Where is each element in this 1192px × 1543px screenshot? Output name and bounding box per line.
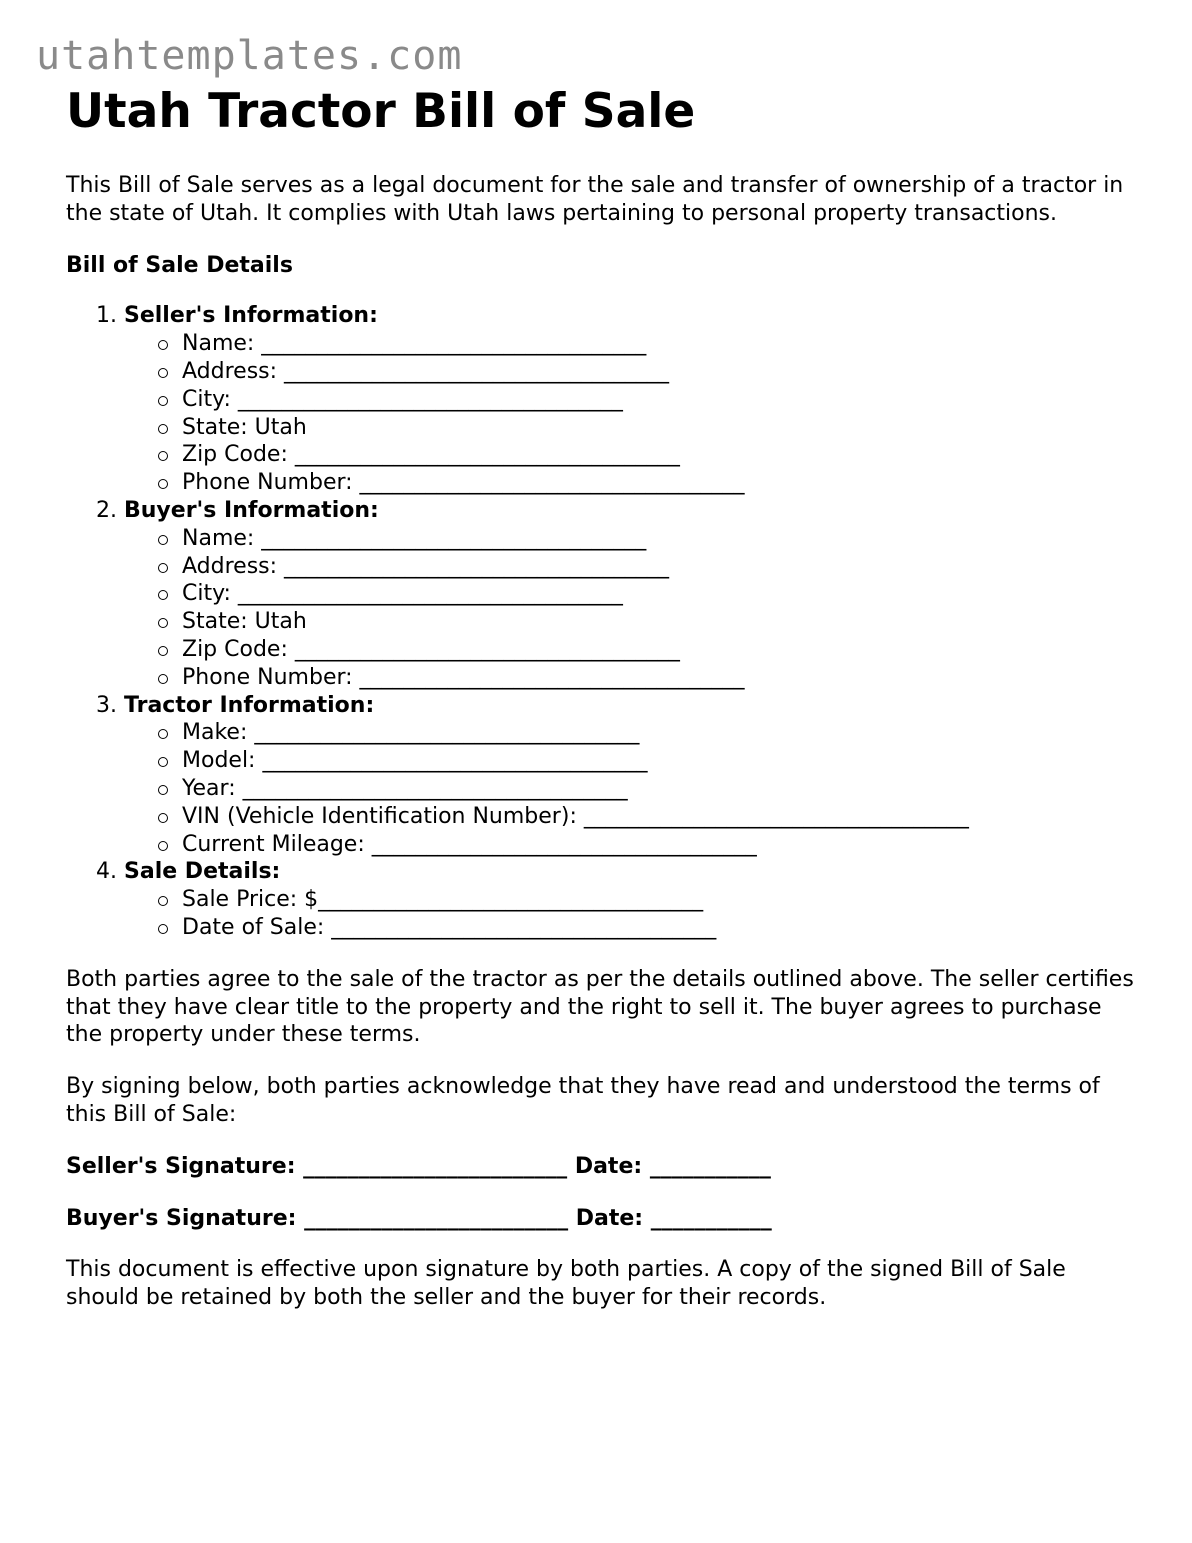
field-sale-price: Sale Price: $___________________________________	[182, 886, 1141, 914]
section-sale	[124, 858, 1141, 941]
section-title: Buyer's Information:	[124, 497, 379, 523]
field-buyer-phone: Phone Number: ___________________________________	[182, 664, 1141, 692]
field-tractor-year: Year: ___________________________________	[182, 775, 1141, 803]
field-seller-phone: Phone Number: ___________________________________	[182, 469, 1141, 497]
intro-paragraph: This Bill of Sale serves as a legal document for the sale and transfer of ownership of a tractor in the state of Utah. It complies with Utah laws pertaining to personal property transactions.	[66, 173, 1124, 226]
field-buyer-address: Address: ___________________________________	[182, 553, 1141, 581]
field-seller-name: Name: ___________________________________	[182, 330, 1141, 358]
field-seller-state: State: Utah	[182, 414, 1141, 442]
details-heading: Bill of Sale Details	[66, 252, 293, 278]
sections-list	[66, 302, 1141, 941]
seller-signature-line: Seller's Signature: ________________________ Date: ___________	[66, 1153, 771, 1179]
watermark: utahtemplates.com	[36, 33, 463, 79]
field-tractor-model: Model: ___________________________________	[182, 747, 1141, 775]
field-seller-city: City: ___________________________________	[182, 386, 1141, 414]
field-buyer-name: Name: ___________________________________	[182, 525, 1141, 553]
section-seller	[124, 302, 1141, 497]
section-buyer	[124, 497, 1141, 692]
effective-paragraph: This document is effective upon signature by both parties. A copy of the signed Bill of Sale should be retained by both the seller and the buyer for their records.	[66, 1257, 1066, 1311]
document-body	[66, 84, 1141, 1312]
buyer-signature-line: Buyer's Signature: ________________________ Date: ___________	[66, 1205, 772, 1231]
field-tractor-vin: VIN (Vehicle Identification Number): ___________________________________	[182, 803, 1141, 831]
field-seller-zip: Zip Code: ___________________________________	[182, 441, 1141, 469]
section-title: Tractor Information:	[124, 692, 375, 718]
section-title: Sale Details:	[124, 859, 281, 885]
field-seller-address: Address: ___________________________________	[182, 358, 1141, 386]
page-title: Utah Tractor Bill of Sale	[66, 84, 696, 139]
agreement-paragraph: Both parties agree to the sale of the tractor as per the details outlined above. The seller certifies that they have clear title to the property and the right to sell it. The buyer agrees to purchase the property under these terms.	[66, 966, 1134, 1048]
field-buyer-state: State: Utah	[182, 608, 1141, 636]
field-tractor-mileage: Current Mileage: ___________________________________	[182, 831, 1141, 859]
field-list	[124, 525, 1141, 692]
field-tractor-make: Make: ___________________________________	[182, 719, 1141, 747]
section-title: Seller's Information:	[124, 303, 378, 329]
field-list	[124, 330, 1141, 497]
section-tractor	[124, 692, 1141, 859]
field-buyer-city: City: ___________________________________	[182, 580, 1141, 608]
field-list	[124, 719, 1141, 858]
field-list	[124, 886, 1141, 942]
acknowledge-paragraph: By signing below, both parties acknowledge that they have read and understood the terms of this Bill of Sale:	[66, 1074, 1100, 1127]
field-sale-date: Date of Sale: ___________________________________	[182, 914, 1141, 942]
field-buyer-zip: Zip Code: ___________________________________	[182, 636, 1141, 664]
